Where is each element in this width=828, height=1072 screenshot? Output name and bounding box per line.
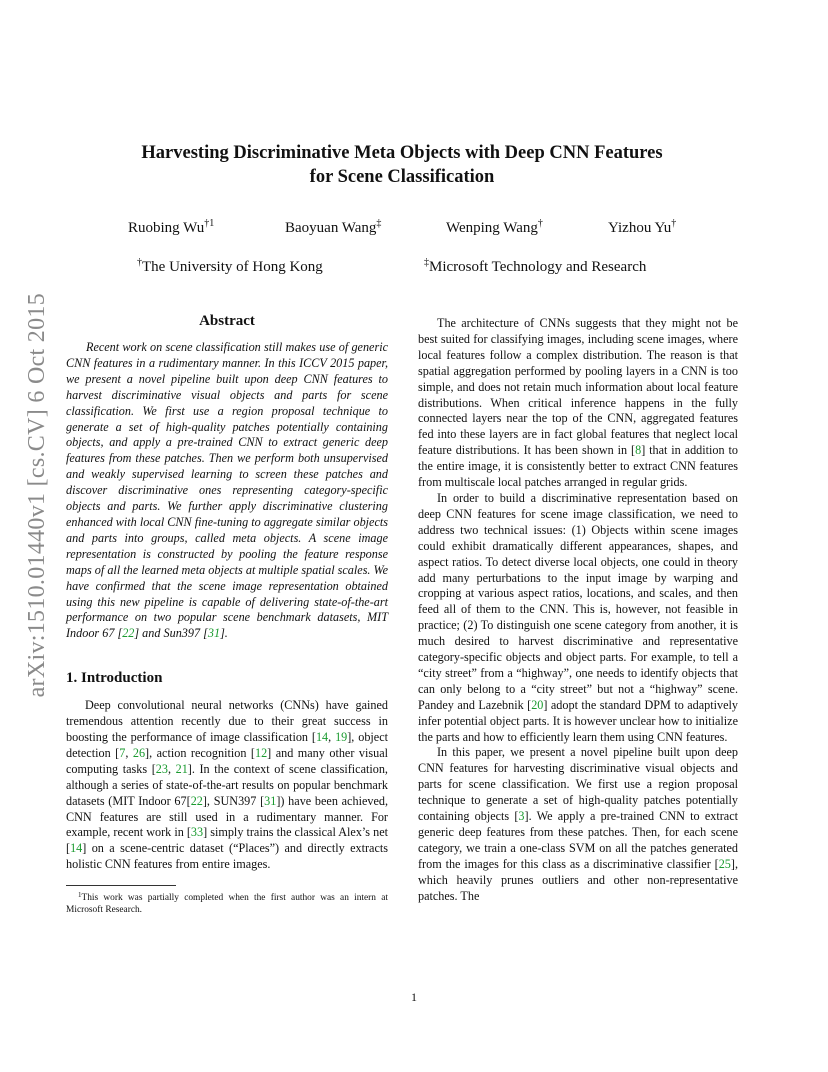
author-3: Wenping Wang† xyxy=(446,218,543,236)
intro-paragraph-1: Deep convolutional neural networks (CNNs) have gained tremendous attention recently due to their great success in boosting the performance of image classification [14, 19], object detection [7, 26], action recognition [12] and many other visual computing tasks [23, 21]. In the context of scene classification, although a series of state-of-the-art results on popular benchmark datasets (MIT Indoor 67[22], SUN397 [31]) have been achieved, CNN features are still used in a rudimentary manner. For example, recent work in [33] simply trains the classical Alex’s net [14] on a scene-centric dataset (“Places”) and directly extracts holistic CNN features from entire images. xyxy=(66,698,389,872)
title-line-1: Harvesting Discriminative Meta Objects with Deep CNN Features xyxy=(141,143,663,163)
citation-link[interactable]: 31 xyxy=(264,793,277,808)
citation-link[interactable]: 3 xyxy=(518,809,525,824)
citation-link[interactable]: 33 xyxy=(190,825,204,840)
citation-link[interactable]: 21 xyxy=(175,761,188,776)
citation-link[interactable]: 19 xyxy=(335,730,348,745)
affiliation-1: †The University of Hong Kong xyxy=(137,257,323,275)
citation-link[interactable]: 8 xyxy=(635,443,642,458)
citation-link[interactable]: 23 xyxy=(155,761,168,776)
author-4: Yizhou Yu† xyxy=(608,218,677,236)
citation-link[interactable]: 22 xyxy=(122,626,135,641)
citation-link[interactable]: 20 xyxy=(531,697,544,712)
page-number: 1 xyxy=(411,990,417,1004)
citation-link[interactable]: 31 xyxy=(207,626,221,641)
arxiv-id: arXiv:1510.01440v1 [cs.CV] 6 Oct 2015 xyxy=(23,292,50,698)
citation-link[interactable]: 25 xyxy=(718,856,731,871)
citation-link[interactable]: 12 xyxy=(254,745,268,760)
affiliation-2: ‡Microsoft Technology and Research xyxy=(424,257,647,275)
author-1: Ruobing Wu$^{\dagger 1}$ xyxy=(128,218,215,236)
citation-link[interactable]: 14 xyxy=(315,730,329,745)
right-paragraph-1: The architecture of CNNs suggests that they might not be best suited for classifying images, including scene images, where local features follow a complex distribution. The reason is that spatial aggregation performed by pooling layers in a CNN is too simple, and does not retain much information about local feature distributions. When critical inference happens in the fully connected layers near the top of the CNN, aggregated features fed into these layers are in fact global features that neglect local feature distributions. It has been shown in [8] that in addition to the entire image, it is consistently better to extract CNN features from multiscale local patches arranged in regular grids. xyxy=(418,316,738,490)
abstract-heading: Abstract xyxy=(199,313,255,329)
citation-link[interactable]: 7 xyxy=(119,745,126,760)
arxiv-stamp xyxy=(18,292,56,698)
citation-link[interactable]: 26 xyxy=(132,745,146,760)
citation-link[interactable]: 22 xyxy=(190,793,203,808)
author-2: Baoyuan Wang‡ xyxy=(285,218,382,236)
paper-title xyxy=(100,141,704,189)
abstract-text: Recent work on scene classification still makes use of generic CNN features in a rudimentary manner. In this ICCV 2015 paper, we present a novel pipeline built upon deep CNN features to harvest discriminative visual objects and parts for scene classification. We first use a region proposal technique to generate a set of high-quality patches potentially containing objects, and apply a pre-trained CNN to extract generic deep features from these patches. Then we perform both unsupervised and weakly supervised learning to screen these patches and discover discriminative ones representing category-specific objects and parts. We further apply discriminative clustering enhanced with local CNN fine-tuning to aggregate similar objects and parts into groups, called meta objects. A scene image representation is constructed by pooling the feature response maps of all the learned meta objects at multiple spatial scales. We have confirmed that the scene image representation obtained using this new pipeline is capable of delivering state-of-the-art performance on two popular scene benchmark datasets, MIT Indoor 67 [22] and Sun397 [31]. xyxy=(66,340,388,641)
introduction-heading: 1. Introduction xyxy=(66,670,163,687)
footnote-divider xyxy=(66,885,176,886)
right-paragraph-3: In this paper, we present a novel pipeline built upon deep CNN features for harvesting discriminative visual objects and parts for scene classification. We first use a region proposal technique to generate a set of high-quality patches potentially containing objects [3]. We apply a pre-trained CNN to extract generic deep features from these patches. Then, for each scene category, we train a one-class SVM on all the patches generated from the images for this class as a discriminative classifier [25], which heavily prunes outliers and other non-representative patches. The xyxy=(418,745,738,903)
footnote: $^1$This work was partially completed when the first author was an intern at Microsoft Research. xyxy=(66,891,388,916)
citation-link[interactable]: 14 xyxy=(70,841,83,856)
title-line-2: for Scene Classification xyxy=(309,167,495,187)
left-column xyxy=(66,313,388,916)
right-column xyxy=(418,316,738,905)
right-paragraph-2: In order to build a discriminative representation based on deep CNN features for scene image classification, we need to address two technical issues: (1) Objects within scene images could exhibit dramatically different appearances, shapes, and aspect ratios. To detect diverse local objects, one could in theory add many perturbations to the input image by warping and cropping at various aspect ratios, locations, and scales, and then feed all of them to the CNN. This is, however, not feasible in practice; (2) To distinguish one scene category from another, it is much desired to harvest discriminative and representative category-specific objects and object parts. For example, to tell a “city street” from a “highway”, one needs to identify objects that can only belong to a “city street” but not a “highway” scene. Pandey and Lazebnik [20] adopt the standard DPM to adaptively infer potential object parts. It is however unclear how to initialize the parts and how to efficiently learn them using CNN features. xyxy=(418,490,738,744)
